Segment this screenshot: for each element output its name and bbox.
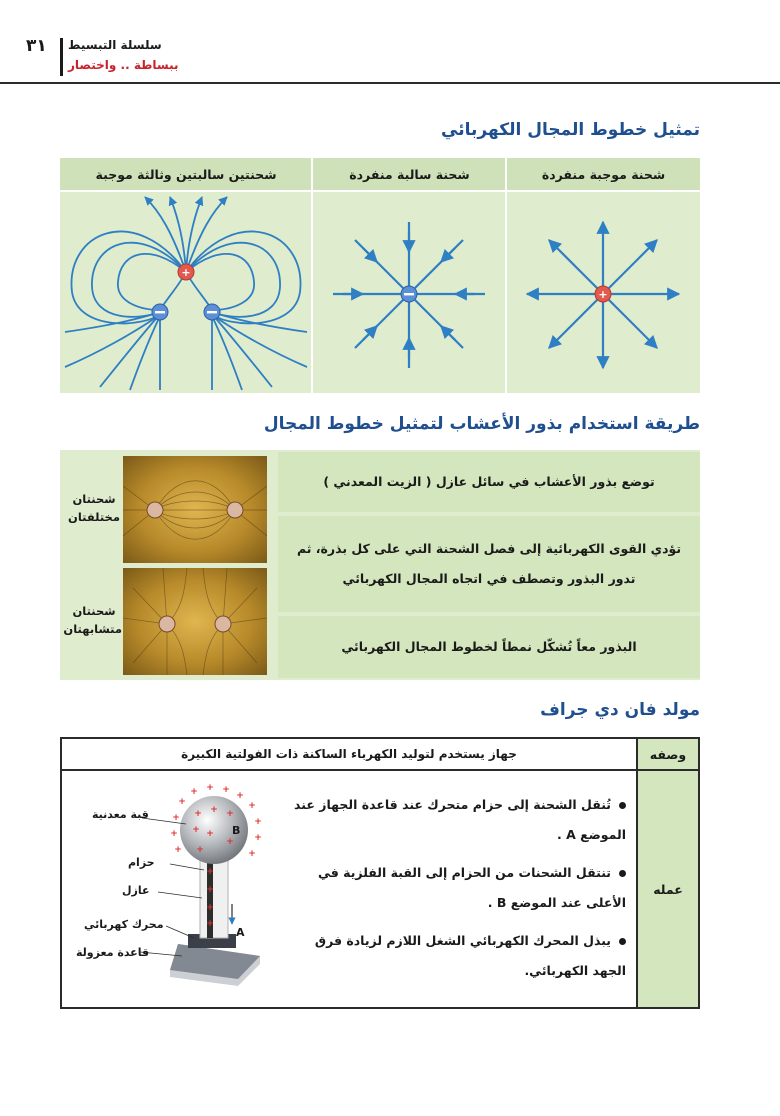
svg-text:+: +: [598, 288, 608, 301]
seeds-photo-like-charges: [123, 568, 267, 675]
positive-charge-diagram: [507, 192, 700, 392]
description-text: جهاز يستخدم لتوليد الكهرباء الساكنة ذات الفولتية الكبيرة: [62, 739, 636, 771]
operation-label: عمله: [636, 771, 698, 1007]
section1-title: تمثيل خطوط المجال الكهربائي: [441, 120, 700, 140]
svg-text:+: +: [170, 829, 178, 839]
svg-text:+: +: [226, 809, 234, 819]
bullet-icon: [619, 802, 626, 809]
operation-bullet-3: يبذل المحرك الكهربائي الشغل اللازم لزيادة فرق الجهد الكهربائي.: [314, 933, 626, 978]
combined-charges-diagram: [60, 192, 312, 392]
svg-text:+: +: [254, 817, 262, 827]
svg-text:+: +: [206, 919, 214, 929]
svg-text:+: +: [174, 845, 182, 855]
column-header-combined: شحنتين سالبتين وثالثة موجبة: [60, 158, 312, 190]
svg-text:+: +: [206, 867, 214, 877]
operation-bullet-2: تنتقل الشحنات من الحزام إلى القبة الفلزية في الأعلى عند الموضع B .: [317, 865, 626, 910]
svg-text:+: +: [226, 837, 234, 847]
step-3: البذور معاً تُشكّل نمطاً لخطوط المجال الكهربائي: [278, 616, 700, 678]
svg-text:+: +: [196, 845, 204, 855]
negative-charge-diagram: [313, 192, 506, 392]
operation-bullet-1: تُنقل الشحنة إلى حزام متحرك عند قاعدة الجهاز عند الموضع A .: [294, 797, 626, 842]
svg-text:+: +: [194, 809, 202, 819]
photo-label-opposite: شحنتان مختلفتان: [68, 492, 120, 524]
label-point-b: B: [232, 824, 241, 837]
page-number: ٣١: [26, 36, 47, 56]
svg-text:+: +: [236, 791, 244, 801]
header-rule: [0, 82, 780, 84]
bullet-icon: [619, 870, 626, 877]
bullet-icon: [619, 938, 626, 945]
van-de-graaff-figure: [70, 774, 270, 1002]
series-title: سلسلة التبسيط: [68, 38, 162, 52]
svg-text:+: +: [206, 783, 214, 793]
svg-text:+: +: [192, 825, 200, 835]
description-label: وصفه: [636, 739, 698, 771]
svg-text:+: +: [206, 885, 214, 895]
label-point-a: A: [236, 926, 245, 939]
svg-text:+: +: [178, 797, 186, 807]
label-motor: محرك كهربائي: [84, 918, 164, 931]
seeds-photo-opposite-charges: [123, 456, 267, 563]
column-header-negative: شحنة سالبة منفردة: [313, 158, 506, 190]
svg-text:+: +: [248, 801, 256, 811]
photo-label-like: شحنتان متشابهتان: [63, 604, 122, 636]
svg-text:+: +: [172, 813, 180, 823]
svg-text:+: +: [222, 785, 230, 795]
svg-text:+: +: [206, 903, 214, 913]
svg-text:+: +: [254, 833, 262, 843]
step-1: توضع بذور الأعشاب في سائل عازل ( الزيت المعدني ): [278, 452, 700, 512]
svg-text:+: +: [206, 829, 214, 839]
section2-title: طريقة استخدام بذور الأعشاب لتمثيل خطوط المجال: [263, 414, 700, 434]
header-divider: [60, 38, 63, 76]
svg-text:+: +: [210, 805, 218, 815]
label-insulated-base: قاعدة معزولة: [76, 946, 150, 959]
label-insulator: عازل: [122, 884, 150, 897]
label-belt: حزام: [128, 856, 155, 869]
svg-text:+: +: [181, 266, 191, 279]
svg-text:+: +: [248, 849, 256, 859]
section3-title: مولد فان دي جراف: [540, 700, 700, 720]
column-header-positive: شحنة موجبة منفردة: [507, 158, 700, 190]
step-2: تؤدي القوى الكهربائية إلى فصل الشحنة التي على كل بذرة، ثم تدور البذور وتصطف في اتجاه المجال الكهربائي: [278, 516, 700, 612]
svg-text:+: +: [190, 787, 198, 797]
label-metal-dome: قبة معدنية: [92, 808, 149, 821]
series-subtitle: ببساطة .. واختصار: [68, 58, 179, 72]
